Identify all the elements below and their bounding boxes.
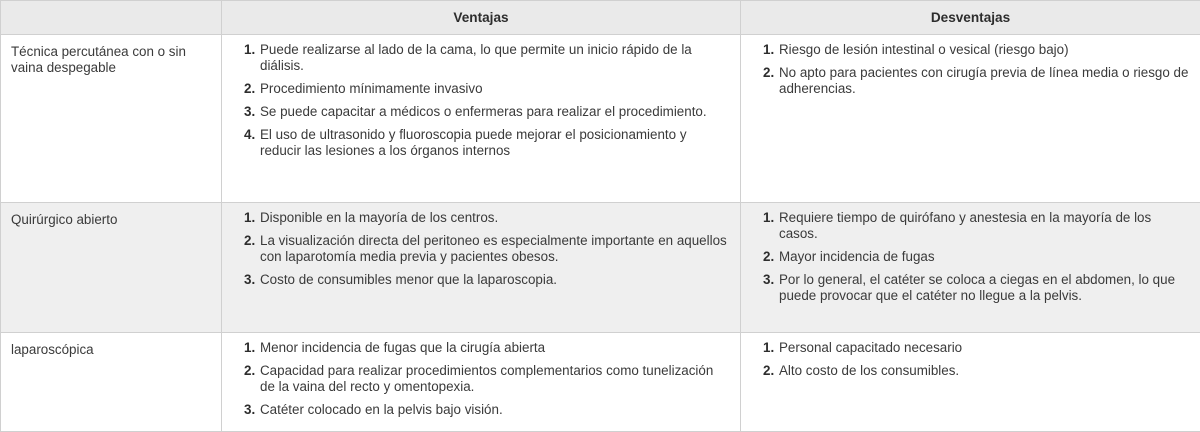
desventajas-list — [763, 340, 1190, 379]
list-item-text: Se puede capacitar a médicos o enfermeras para realizar el procedimiento. — [260, 104, 707, 119]
list-item: 1. Requiere tiempo de quirófano y anestesia en la mayoría de los casos. — [763, 210, 1190, 242]
ventajas-list — [244, 42, 730, 159]
list-item: 2. Alto costo de los consumibles. — [763, 363, 1190, 379]
list-item-text: Menor incidencia de fugas que la cirugía abierta — [260, 340, 545, 355]
ventajas-cell — [222, 203, 741, 333]
list-item: 1. Puede realizarse al lado de la cama, lo que permite un inicio rápido de la diálisis. — [244, 42, 730, 74]
list-item: 2. Capacidad para realizar procedimientos complementarios como tunelización de la vaina del recto y omentopexia. — [244, 363, 730, 395]
list-item-text: No apto para pacientes con cirugía previa de línea media o riesgo de adherencias. — [779, 65, 1188, 96]
list-item: 3. Costo de consumibles menor que la laparoscopia. — [244, 272, 730, 288]
header-ventajas: Ventajas — [222, 1, 741, 35]
list-item-text: Requiere tiempo de quirófano y anestesia en la mayoría de los casos. — [779, 210, 1151, 241]
list-item-text: Riesgo de lesión intestinal o vesical (riesgo bajo) — [779, 42, 1069, 57]
table-row — [1, 35, 1200, 203]
list-item: 4. El uso de ultrasonido y fluoroscopia puede mejorar el posicionamiento y reducir las lesiones a los órganos internos — [244, 127, 730, 159]
list-item: 1. Riesgo de lesión intestinal o vesical (riesgo bajo) — [763, 42, 1190, 58]
list-item-text: La visualización directa del peritoneo es especialmente importante en aquellos con laparotomía media previa y pacientes obesos. — [260, 233, 727, 264]
list-item-text: Disponible en la mayoría de los centros. — [260, 210, 498, 225]
table-row — [1, 333, 1200, 432]
list-item-text: Puede realizarse al lado de la cama, lo que permite un inicio rápido de la diálisis. — [260, 42, 692, 73]
list-item-text: Catéter colocado en la pelvis bajo visión. — [260, 402, 503, 417]
ventajas-list — [244, 210, 730, 288]
ventajas-list — [244, 340, 730, 418]
desventajas-cell — [741, 35, 1200, 203]
list-item-text: Personal capacitado necesario — [779, 340, 962, 355]
desventajas-cell — [741, 333, 1200, 432]
row-label: Técnica percutánea con o sin vaina despegable — [1, 35, 222, 203]
list-item: 2. Mayor incidencia de fugas — [763, 249, 1190, 265]
ventajas-cell — [222, 35, 741, 203]
list-item-text: Capacidad para realizar procedimientos complementarios como tunelización de la vaina del recto y omentopexia. — [260, 363, 713, 394]
list-item-text: Por lo general, el catéter se coloca a ciegas en el abdomen, lo que puede provocar que el catéter no llegue a la pelvis. — [779, 272, 1175, 303]
list-item-text: Costo de consumibles menor que la laparoscopia. — [260, 272, 557, 287]
row-label: laparoscópica — [1, 333, 222, 432]
list-item: 2. La visualización directa del peritoneo es especialmente importante en aquellos con laparotomía media previa y pacientes obesos. — [244, 233, 730, 265]
list-item: 3. Catéter colocado en la pelvis bajo visión. — [244, 402, 730, 418]
ventajas-cell — [222, 333, 741, 432]
header-empty — [1, 1, 222, 35]
list-item: 3. Por lo general, el catéter se coloca a ciegas en el abdomen, lo que puede provocar que el catéter no llegue a la pelvis. — [763, 272, 1190, 304]
list-item: 1. Personal capacitado necesario — [763, 340, 1190, 356]
desventajas-list — [763, 210, 1190, 304]
header-desventajas: Desventajas — [741, 1, 1200, 35]
list-item-text: El uso de ultrasonido y fluoroscopia puede mejorar el posicionamiento y reducir las lesiones a los órganos internos — [260, 127, 687, 158]
desventajas-list — [763, 42, 1190, 97]
list-item: 2. Procedimiento mínimamente invasivo — [244, 81, 730, 97]
table-header-row — [1, 1, 1200, 35]
list-item: 3. Se puede capacitar a médicos o enfermeras para realizar el procedimiento. — [244, 104, 730, 120]
list-item: 1. Menor incidencia de fugas que la cirugía abierta — [244, 340, 730, 356]
list-item-text: Alto costo de los consumibles. — [779, 363, 959, 378]
list-item-text: Procedimiento mínimamente invasivo — [260, 81, 483, 96]
list-item: 2. No apto para pacientes con cirugía previa de línea media o riesgo de adherencias. — [763, 65, 1190, 97]
desventajas-cell — [741, 203, 1200, 333]
table-row — [1, 203, 1200, 333]
row-label: Quirúrgico abierto — [1, 203, 222, 333]
list-item: 1. Disponible en la mayoría de los centros. — [244, 210, 730, 226]
list-item-text: Mayor incidencia de fugas — [779, 249, 935, 264]
